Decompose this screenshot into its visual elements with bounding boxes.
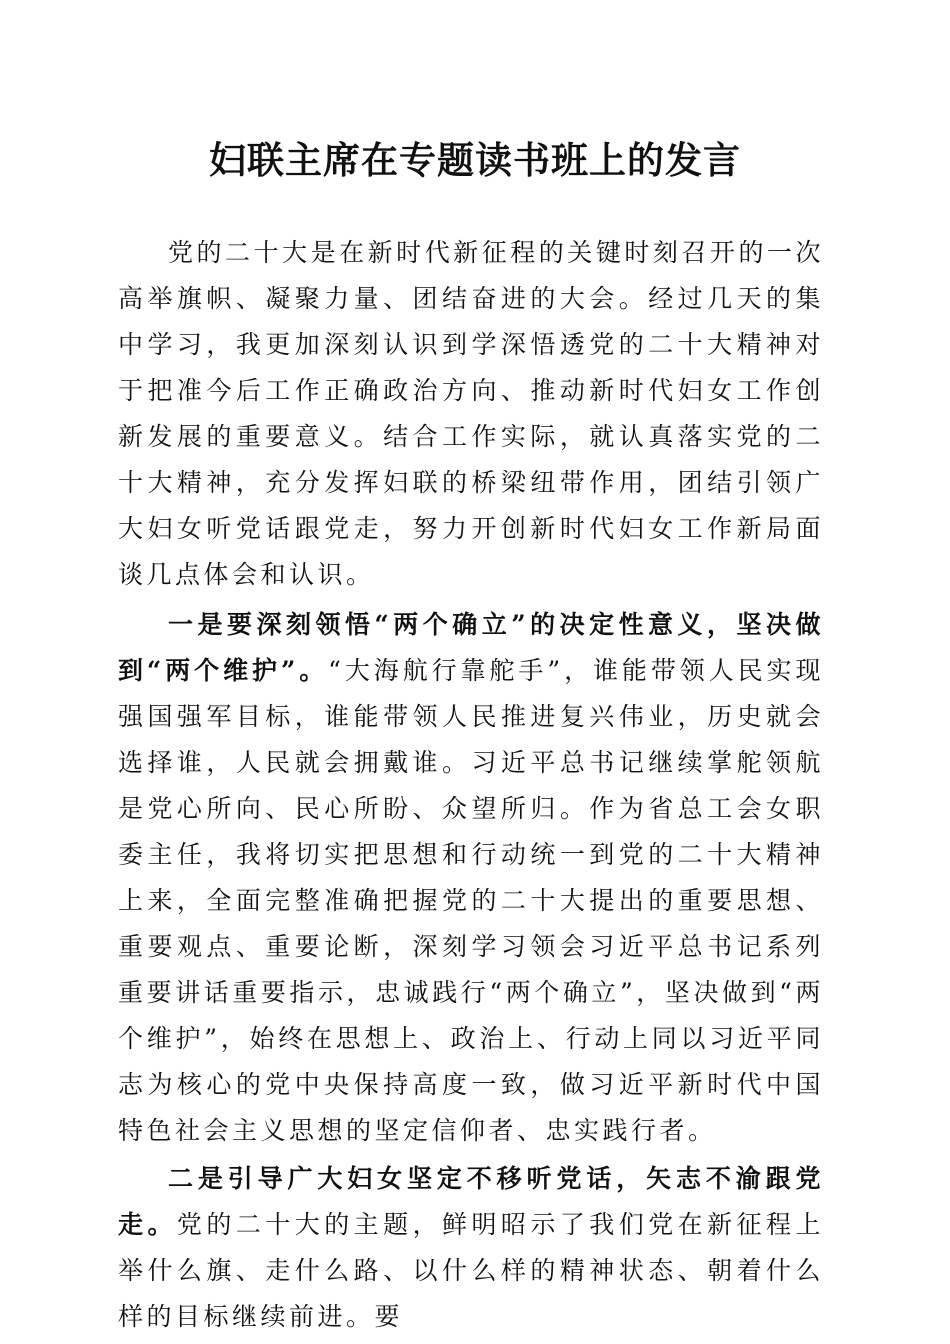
paragraph-text: 党的二十大是在新时代新征程的关键时刻召开的一次高举旗帜、凝聚力量、团结奋进的大会。经过几天的集中学习，我更加深刻认识到学深悟透党的二十大精神对于把准今后工作正确政治方向、推动新时代妇女工作创新发展的重要意义。结合工作实际，就认真落实党的二十大精神，充分发挥妇联的桥梁纽带作用，团结引领广大妇女听党话跟党走，努力开创新时代妇女工作新局面谈几点体会和认识。 [118, 238, 824, 589]
paragraph-text: “大海航行靠舵手”，谁能带领人民实现强国强军目标，谁能带领人民推进复兴伟业，历史就会选择谁，人民就会拥戴谁。习近平总书记继续掌舵领航是党心所向、民心所盼、众望所归。作为省总工会女职委主任，我将切实把思想和行动统一到党的二十大精神上来，全面完整准确把握党的二十大提出的重要思想、重要观点、重要论断，深刻学习领会习近平总书记系列重要讲话重要指示，忠诚践行“两个确立”，坚决做到“两个维护”，始终在思想上、政治上、行动上同以习近平同志为核心的党中央保持高度一致，做习近平新时代中国特色社会主义思想的坚定信仰者、忠实践行者。 [118, 656, 824, 1145]
document-body [118, 230, 824, 1340]
paragraph-lead: 二是引导广大妇女坚定不移听党话，矢志不渝跟党走。 [118, 1164, 824, 1239]
paragraph-point-one [118, 602, 824, 1154]
paragraph-point-two [118, 1156, 824, 1340]
paragraph-text: 党的二十大的主题，鲜明昭示了我们党在新征程上举什么旗、走什么路、以什么样的精神状态、朝着什么样的目标继续前进。要 [118, 1210, 824, 1331]
paragraph-intro [118, 230, 824, 598]
paragraph-lead: 一是要深刻领悟“两个确立”的决定性意义，坚决做到“两个维护”。 [118, 610, 824, 685]
document-title: 妇联主席在专题读书班上的发言 [209, 138, 741, 182]
